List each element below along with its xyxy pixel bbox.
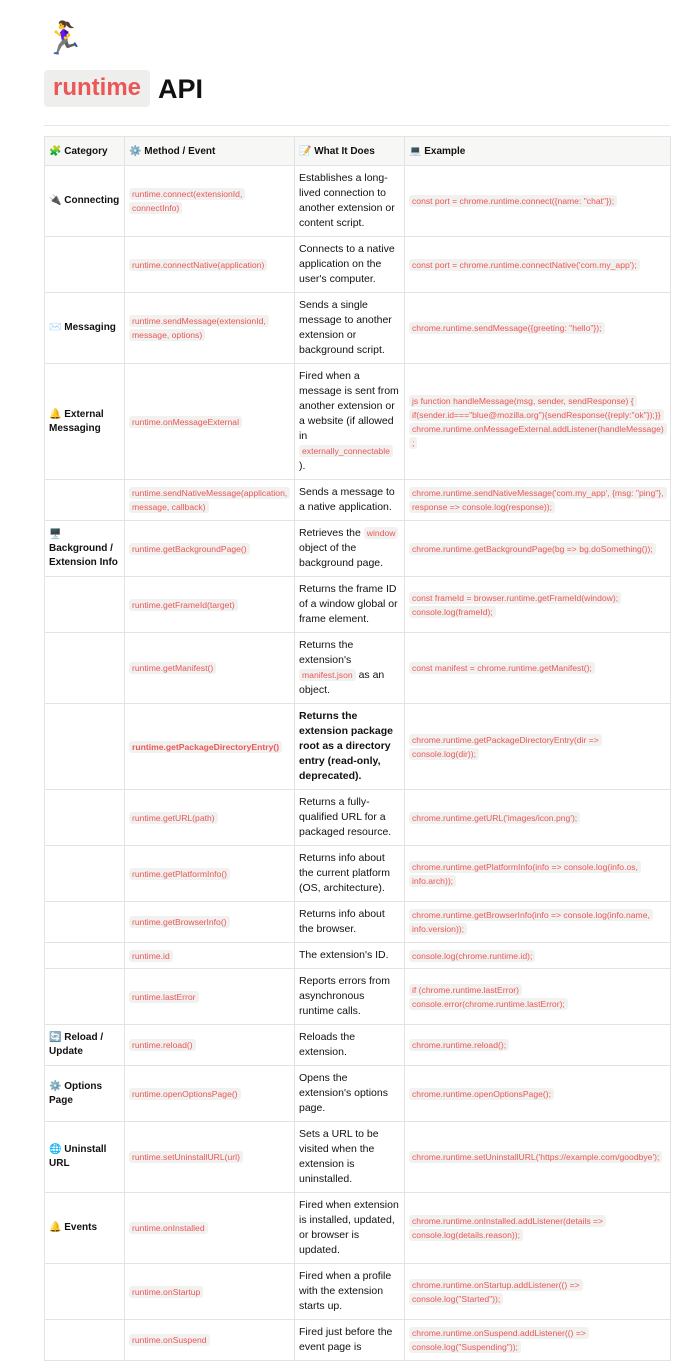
description-cell[interactable] [295, 1193, 405, 1264]
header-example[interactable] [405, 137, 671, 166]
method-code: runtime.sendMessage(extensionId, message, options) [129, 315, 269, 341]
method-code: runtime.connectNative(application) [129, 259, 267, 271]
example-code: chrome.runtime.getURL('images/icon.png'); [409, 812, 580, 824]
category-cell[interactable] [45, 364, 125, 480]
category-cell[interactable] [45, 633, 125, 704]
header-description-label: What It Does [314, 145, 375, 157]
globe-icon: 🌐 [49, 1144, 62, 1155]
example-code: chrome.runtime.onInstalled.addListener(details => console.log(details.reason)); [409, 1215, 606, 1241]
desktop-icon: 🖥️ [49, 528, 62, 540]
example-code: const port = chrome.runtime.connect({name: "chat"}); [409, 195, 617, 207]
puzzle-icon: 🧩 [49, 145, 62, 157]
table-row [45, 969, 671, 1025]
category-label: Options Page [49, 1080, 103, 1106]
method-code: runtime.reload() [129, 1039, 196, 1051]
table-row [45, 633, 671, 704]
description-text: Sets a URL to be visited when the extension is uninstalled. [299, 1128, 379, 1185]
category-cell[interactable] [45, 969, 125, 1025]
example-cell[interactable] [405, 1193, 671, 1264]
example-cell[interactable] [405, 577, 671, 633]
description-cell[interactable] [295, 633, 405, 704]
description-suffix: as an object. [299, 669, 385, 696]
method-cell[interactable] [125, 846, 295, 902]
description-cell[interactable] [295, 1066, 405, 1122]
method-cell[interactable] [125, 1264, 295, 1320]
method-code: runtime.getBrowserInfo() [129, 916, 230, 928]
method-cell[interactable] [125, 166, 295, 237]
table-row [45, 237, 671, 293]
example-cell[interactable] [405, 1066, 671, 1122]
description-text: Sends a single message to another extension or background script. [299, 299, 392, 356]
table-row [45, 1122, 671, 1193]
table-row [45, 704, 671, 790]
example-code: js function handleMessage(msg, sender, sendResponse) { if(sender.id==="blue@mozilla.org"){sendResponse({reply:"ok"});}} chrome.runtime.onMessageExternal.addListener(handleMessage); [409, 395, 667, 449]
page-title [44, 70, 203, 107]
example-cell[interactable] [405, 790, 671, 846]
description-text: Retrieves the [299, 527, 361, 539]
table-row [45, 1193, 671, 1264]
example-code: console.log(chrome.runtime.id); [409, 950, 535, 962]
category-label: Background / Extension Info [49, 542, 118, 568]
header-description[interactable] [295, 137, 405, 166]
description-inline-code: externally_connectable [299, 445, 393, 457]
description-cell[interactable] [295, 364, 405, 480]
method-cell[interactable] [125, 293, 295, 364]
method-cell[interactable] [125, 633, 295, 704]
gear-icon: ⚙️ [49, 1080, 62, 1092]
table-row [45, 166, 671, 237]
laptop-icon: 💻 [409, 145, 422, 157]
example-code: chrome.runtime.reload(); [409, 1039, 509, 1051]
category-cell[interactable] [45, 237, 125, 293]
description-cell[interactable] [295, 1320, 405, 1361]
category-label: Uninstall URL [49, 1144, 107, 1169]
page-title-code: runtime [44, 70, 150, 107]
envelope-icon: ✉️ [49, 322, 62, 333]
method-code: runtime.sendNativeMessage(application, message, callback) [129, 487, 290, 513]
description-suffix: object of the background page. [299, 542, 384, 569]
example-cell[interactable] [405, 521, 671, 577]
category-cell[interactable] [45, 1193, 125, 1264]
header-category[interactable] [45, 137, 125, 166]
method-code: runtime.id [129, 950, 173, 962]
page-icon: 🏃‍♀️ [44, 20, 84, 56]
example-cell[interactable] [405, 1025, 671, 1066]
example-cell[interactable] [405, 293, 671, 364]
method-code: runtime.getManifest() [129, 662, 216, 674]
method-cell[interactable] [125, 1025, 295, 1066]
category-cell[interactable] [45, 704, 125, 790]
header-method[interactable] [125, 137, 295, 166]
example-cell[interactable] [405, 237, 671, 293]
category-cell[interactable] [45, 943, 125, 969]
description-cell[interactable] [295, 790, 405, 846]
description-cell[interactable] [295, 1025, 405, 1066]
method-code: runtime.onSuspend [129, 1334, 210, 1346]
example-cell[interactable] [405, 1122, 671, 1193]
method-cell[interactable] [125, 790, 295, 846]
category-cell[interactable] [45, 577, 125, 633]
description-text: Reports errors from asynchronous runtime calls. [299, 975, 391, 1017]
method-code: runtime.getPackageDirectoryEntry() [129, 741, 282, 753]
example-cell[interactable] [405, 633, 671, 704]
example-cell[interactable] [405, 704, 671, 790]
category-cell[interactable] [45, 902, 125, 943]
method-code: runtime.getURL(path) [129, 812, 218, 824]
example-cell[interactable] [405, 902, 671, 943]
example-code: chrome.runtime.onStartup.addListener(() => console.log("Started")); [409, 1279, 583, 1305]
method-cell[interactable] [125, 364, 295, 480]
description-cell[interactable] [295, 704, 405, 790]
description-text: Returns the extension package root as a directory entry (read-only, deprecated). [299, 710, 393, 782]
category-cell[interactable] [45, 1320, 125, 1361]
description-text: Reloads the extension. [299, 1031, 356, 1058]
method-code: runtime.getPlatformInfo() [129, 868, 230, 880]
example-code: if (chrome.runtime.lastError) console.error(chrome.runtime.lastError); [409, 984, 568, 1010]
method-cell[interactable] [125, 704, 295, 790]
bell-icon: 🔔 [49, 1222, 62, 1233]
description-text: Connects to a native application on the user's computer. [299, 243, 395, 285]
example-code: chrome.runtime.openOptionsPage(); [409, 1088, 554, 1100]
description-cell[interactable] [295, 577, 405, 633]
description-text: Returns info about the browser. [299, 908, 385, 935]
example-code: chrome.runtime.getPackageDirectoryEntry(dir => console.log(dir)); [409, 734, 602, 760]
method-code: runtime.getBackgroundPage() [129, 543, 250, 555]
description-cell[interactable] [295, 293, 405, 364]
memo-icon: 📝 [299, 145, 312, 157]
description-inline-code: window [364, 527, 399, 539]
description-cell[interactable] [295, 521, 405, 577]
category-cell[interactable] [45, 293, 125, 364]
table-header-row [45, 137, 671, 166]
table-body [45, 166, 671, 1361]
example-cell[interactable] [405, 480, 671, 521]
method-cell[interactable] [125, 577, 295, 633]
table-row [45, 480, 671, 521]
example-cell[interactable] [405, 364, 671, 480]
category-cell[interactable] [45, 790, 125, 846]
table-row [45, 293, 671, 364]
method-cell[interactable] [125, 1193, 295, 1264]
runtime-api-table [44, 136, 671, 1361]
description-text: Returns info about the current platform (OS, architecture). [299, 852, 391, 894]
method-cell[interactable] [125, 480, 295, 521]
description-cell[interactable] [295, 969, 405, 1025]
description-text: Fired when a profile with the extension starts up. [299, 1270, 392, 1312]
description-text: Opens the extension's options page. [299, 1072, 388, 1114]
method-cell[interactable] [125, 902, 295, 943]
category-cell[interactable] [45, 1066, 125, 1122]
description-cell[interactable] [295, 846, 405, 902]
header-example-label: Example [424, 145, 466, 157]
table-row [45, 1320, 671, 1361]
example-code: chrome.runtime.getPlatformInfo(info => console.log(info.os, info.arch)); [409, 861, 641, 887]
description-text: Returns a fully-qualified URL for a packaged resource. [299, 796, 392, 838]
description-cell[interactable] [295, 1122, 405, 1193]
description-text: Returns the frame ID of a window global or frame element. [299, 583, 398, 625]
description-text: Fired when extension is installed, updated, or browser is updated. [299, 1199, 399, 1256]
table-row [45, 790, 671, 846]
example-cell[interactable] [405, 846, 671, 902]
category-label: Messaging [64, 322, 116, 333]
description-cell[interactable] [295, 166, 405, 237]
table-row [45, 1025, 671, 1066]
example-cell[interactable] [405, 943, 671, 969]
table-row [45, 521, 671, 577]
table-row [45, 1264, 671, 1320]
table-row [45, 943, 671, 969]
example-code: const manifest = chrome.runtime.getManifest(); [409, 662, 595, 674]
category-label: Connecting [64, 195, 120, 206]
description-text: Returns the extension's [299, 639, 354, 666]
category-cell[interactable] [45, 521, 125, 577]
category-label: Reload / Update [49, 1032, 104, 1057]
description-cell[interactable] [295, 1264, 405, 1320]
method-code: runtime.onMessageExternal [129, 416, 242, 428]
table-row [45, 902, 671, 943]
table-row [45, 1066, 671, 1122]
table-row [45, 846, 671, 902]
description-text: Fired just before the event page is [299, 1326, 393, 1353]
plug-icon: 🔌 [49, 195, 62, 206]
description-text: Establishes a long-lived connection to another extension or content script. [299, 172, 395, 229]
header-category-label: Category [64, 145, 108, 157]
reload-icon: 🔄 [49, 1032, 62, 1043]
table-row [45, 364, 671, 480]
example-code: chrome.runtime.sendMessage({greeting: "hello"}); [409, 322, 605, 334]
page-title-text: API [158, 73, 204, 104]
method-cell[interactable] [125, 1320, 295, 1361]
example-code: chrome.runtime.getBackgroundPage(bg => bg.doSomething()); [409, 543, 656, 555]
header-method-label: Method / Event [144, 145, 216, 157]
method-code: runtime.lastError [129, 991, 199, 1003]
method-cell[interactable] [125, 1066, 295, 1122]
method-cell[interactable] [125, 1122, 295, 1193]
example-code: chrome.runtime.getBrowserInfo(info => console.log(info.name, info.version)); [409, 909, 653, 935]
method-code: runtime.getFrameId(target) [129, 599, 238, 611]
category-cell[interactable] [45, 846, 125, 902]
example-cell[interactable] [405, 166, 671, 237]
description-text: Fired when a message is sent from another extension or a website (if allowed in [299, 370, 399, 442]
method-code: runtime.onInstalled [129, 1222, 208, 1234]
example-code: const frameId = browser.runtime.getFrameId(window); console.log(frameId); [409, 592, 621, 618]
category-cell[interactable] [45, 166, 125, 237]
example-cell[interactable] [405, 969, 671, 1025]
gear-icon: ⚙️ [129, 145, 142, 157]
method-cell[interactable] [125, 969, 295, 1025]
description-text: The extension's ID. [299, 949, 389, 961]
description-inline-code: manifest.json [299, 669, 356, 681]
category-cell[interactable] [45, 480, 125, 521]
example-code: chrome.runtime.onSuspend.addListener(() => console.log("Suspending")); [409, 1327, 589, 1353]
description-cell[interactable] [295, 237, 405, 293]
method-code: runtime.openOptionsPage() [129, 1088, 241, 1100]
example-code: chrome.runtime.setUninstallURL('https://example.com/goodbye'); [409, 1151, 662, 1163]
category-label: Events [64, 1222, 98, 1233]
category-cell[interactable] [45, 1122, 125, 1193]
category-cell[interactable] [45, 1025, 125, 1066]
example-cell[interactable] [405, 1264, 671, 1320]
description-cell[interactable] [295, 480, 405, 521]
description-text: Sends a message to a native application. [299, 486, 395, 513]
bell-icon: 🔔 [49, 408, 62, 420]
method-cell[interactable] [125, 521, 295, 577]
method-code: runtime.connect(extensionId, connectInfo) [129, 188, 245, 214]
category-label: External Messaging [49, 408, 104, 434]
example-code: chrome.runtime.sendNativeMessage('com.my_app', {msg: "ping"}, response => console.log(response)); [409, 487, 667, 513]
example-cell[interactable] [405, 1320, 671, 1361]
description-cell[interactable] [295, 902, 405, 943]
description-suffix: ). [299, 460, 306, 472]
method-code: runtime.setUninstallURL(url) [129, 1151, 243, 1163]
method-cell[interactable] [125, 943, 295, 969]
table-row [45, 577, 671, 633]
category-cell[interactable] [45, 1264, 125, 1320]
method-cell[interactable] [125, 237, 295, 293]
description-cell[interactable] [295, 943, 405, 969]
title-divider [44, 125, 670, 126]
method-code: runtime.onStartup [129, 1286, 203, 1298]
example-code: const port = chrome.runtime.connectNative('com.my_app'); [409, 259, 640, 271]
